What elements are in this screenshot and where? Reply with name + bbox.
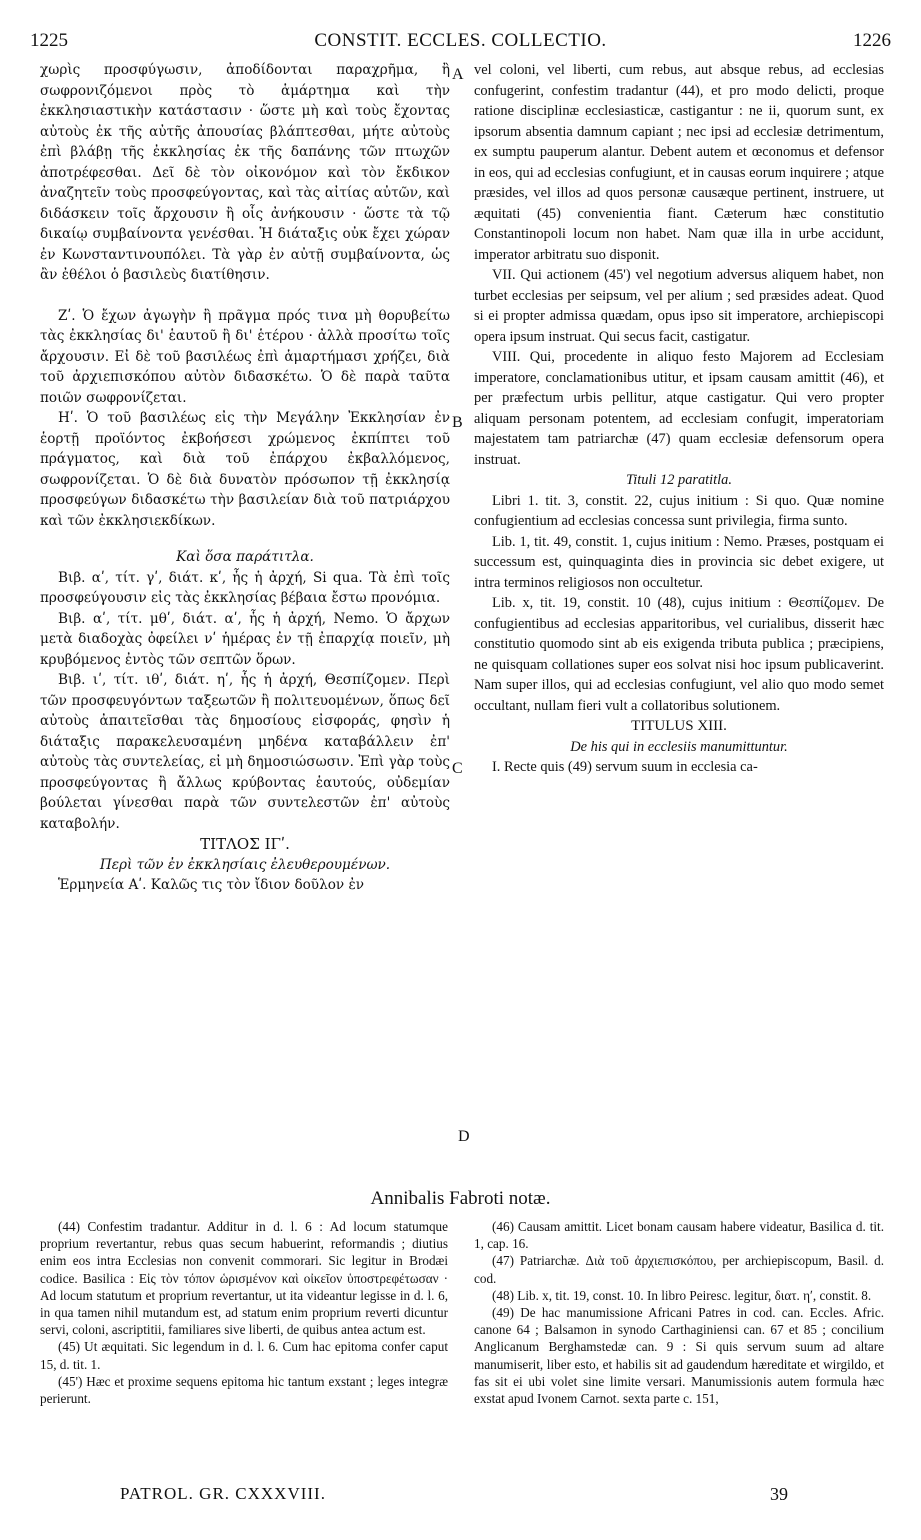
latin-title-heading: TITULUS XIII.: [631, 718, 727, 734]
greek-column: [40, 60, 450, 896]
footnote: (45') Hæc et proxime sequens epitoma hic tantum exstant ; leges integræ perierunt.: [40, 1373, 448, 1407]
latin-paragraph: VII. Qui actionem (45') vel negotium adversus aliquem habet, non turbet ecclesias per seipsum, vel per alium ; sed præsides adeat. Quod si ei propter admissa quædam, opus ipso sit imperatore, archiepiscopi opera ipsum instruat. Qui secus facit, castigatur.: [474, 267, 884, 345]
footnote: (46) Causam amittit. Licet bonam causam habere videatur, Basilica d. tit. 1, cap. 16.: [474, 1219, 884, 1252]
greek-title-subheading: Περὶ τῶν ἐν ἐκκλησίαις ἐλευθερουμένων.: [99, 856, 391, 873]
footnote: (49) De hac manumissione Africani Patres in cod. can. Eccles. Afric. canone 64 ; Balsamon in synodo Carthaginiensi can. 67 et 85 ; concilium Anglicanum Berghamstedæ can. 9 : Si quis servum suum ad altare manumiserit, liber esto, et habilis sit ad gaudendum hæreditate et wirgildo, et fas sit ei ubi volet sine limite versari. Manumissionis autem formula hæc exstat apud Ivonem Carnot. sexta parte c. 151,: [474, 1305, 884, 1407]
greek-paragraph: Βιβ. αʹ, τίτ. μθʹ, διάτ. αʹ, ἧς ἡ ἀρχή, Nemo. Ὁ ἄρχων μετὰ διαδοχὰς ὀφείλει νʹ ἡμέρας ἐν τῇ ἐπαρχίᾳ ποιεῖν, μὴ κρυβόμενος ἐντὸς τῶν σεπτῶν ὅρων.: [40, 610, 450, 668]
latin-title-subheading: De his qui in ecclesiis manumittuntur.: [570, 738, 788, 755]
notes-heading: Annibalis Fabroti notæ.: [370, 1188, 551, 1209]
greek-paragraph: χωρὶς προσφύγωσιν, ἀποδίδονται παραχρῆμα, ἢ σωφρονιζόμενοι πρὸς τὸ ἁμάρτημα καὶ τὴν ἐκκλησιαστικὴν κατάστασιν · ὥστε μὴ καὶ τοὺς ἔχοντας αὐτοὺς ἐκ τῆς αὐτῆς ἀπουσίας βλάπτεσθαι, μήτε αὐτοὺς ἐπὶ βλάβῃ τῆς ἐκκλησίας ἐκ τῆς δαπάνης τῶν πτωχῶν ἀποτρέφεσθαι. Δεῖ δὲ τὸν οἰκονόμον καὶ τὸν ἔκδικον ἀναζητεῖν τοὺς προσφεύγοντας, καὶ τὰς αἰτίας αὐτῶν, καὶ διδάσκειν τοῖς ἄρχουσιν ἢ οἷς ἀνήκουσιν · ὥστε τὰ τῷ δικαίῳ συμβαίνοντα γενέσθαι. Ἡ διάταξις οὐκ ἔχει χώραν ἐν Κωνσταντινουπόλει. Τὰ γὰρ ἐν αὐτῇ συμβαίνοντα, ὡς ἂν ἐθέλοι ὁ βασιλεὺς διατίθησιν.: [40, 62, 450, 283]
greek-paragraph: Ηʹ. Ὁ τοῦ βασιλέως εἰς τὴν Μεγάλην Ἐκκλησίαν ἐν ἑορτῇ προϊόντος ἐκβοήσεσι χρώμενος ἐκπίπτει τοῦ πράγματος, καὶ διὰ τοῦ ἐπάρχου ἐκβαλλόμενος, σωφρονίζεται. Ὁ δὲ διὰ δυνατὸν πρόσωπον τῇ ἐκκλησίᾳ προσφεύγων διδασκέτω τὴν βασιλείαν διὰ τοῦ πατριάρχου καὶ τῶν ἐκκλησιεκδίκων.: [40, 410, 450, 529]
latin-paragraph: VIII. Qui, procedente in aliquo festo Majorem ad Ecclesiam imperatore, conclamationibus utitur, et ipsam causam amittit (46), et per præfectum urbis pellitur, atque castigatur. Qui vero propter aliquam personam potentem, ad ecclesiam confugit, imperatoriam majestatem tam patriarchæ (47) quam ecclesiæ defensorum opera instruat.: [474, 349, 884, 468]
latin-paragraph: I. Recte quis (49) servum suum in ecclesia ca-: [492, 759, 758, 775]
margin-marker-a: A: [452, 66, 464, 83]
margin-marker-c: C: [452, 760, 463, 777]
greek-paratitla-heading: Καὶ ὅσα παράτιτλα.: [176, 549, 314, 565]
notes-left-column: [40, 1218, 448, 1407]
page-number-left: 1225: [30, 30, 68, 51]
footer-signature: PATROL. GR. CXXXVIII.: [120, 1484, 326, 1503]
greek-paragraph: Ζʹ. Ὁ ἔχων ἀγωγὴν ἢ πρᾶγμα πρός τινα μὴ θορυβείτω τὰς ἐκκλησίας δι' ἑαυτοῦ ἢ δι' ἑτέρου · ἀλλὰ προσίτω τοῖς ἄρχουσιν. Εἰ δὲ τοῦ βασιλέως ἐπὶ ἁμαρτήμασι χρήζει, διὰ τοῦ ἀρχιεπισκόπου αὐτὸν διδασκέτω. Ὁ δὲ παρὰ ταῦτα ποιῶν σωφρονίζεται.: [40, 307, 450, 406]
margin-marker-b: B: [452, 414, 463, 431]
latin-paragraph: Lib. 1, tit. 49, constit. 1, cujus initium : Nemo. Præses, postquam ei successum est, quinquaginta dies in provincia sic debet exigere, ut intra terminos religiosos non occultetur.: [474, 533, 884, 591]
footer-sheet-number: 39: [770, 1484, 788, 1504]
page-number-right: 1226: [853, 30, 891, 51]
page-header: [30, 30, 891, 56]
greek-title-heading: ΤΙΤΛΟΣ ΙΓʹ.: [200, 835, 290, 853]
notes-right-column: [474, 1218, 884, 1407]
margin-marker-d: D: [458, 1128, 470, 1145]
greek-paragraph: Βιβ. ιʹ, τίτ. ιθʹ, διάτ. ηʹ, ἧς ἡ ἀρχή, Θεσπίζομεν. Περὶ τῶν προσφευγόντων ταξεωτῶν ἢ πολιτευομένων, ὅπως δεῖ αὐτοὺς ἀπαιτεῖσθαι τὰς δημοσίους εἰσφοράς, φησὶν ἡ διάταξις παρακελευσαμένη μηδένα καταβάλλειν ἐπ' αὐτοὺς τὰς συντελείας, εἰ μὴ δημοσιώσωσιν. Ἐπὶ γὰρ τοὺς προσφεύγοντας ἢ ἄλλως κρύβοντας ἑαυτούς, οὐδεμίαν βούλεται γίνεσθαι παρὰ τῶν συντελεστῶν ἐπ' αὐτοὺς καταβολήν.: [40, 672, 450, 832]
footnote: (48) Lib. x, tit. 19, const. 10. In libro Peiresc. legitur, διατ. ηʹ, constit. 8.: [492, 1287, 872, 1303]
footnote: (45) Ut æquitati. Sic legendum in d. l. 6. Cum hac epitoma confer caput 15, d. tit. 1.: [40, 1339, 448, 1372]
latin-paragraph: vel coloni, vel liberti, cum rebus, aut absque rebus, ad ecclesias confugerint, confestim tradantur (44), et pro modo delicti, proque ratione disciplinæ ecclesiasticæ, castigantur : ne ii, quorum sunt, ex ipsorum absentia damnum capiant ; nec ipsi ad ecclesiæ detrimentum, ex sumptu pauperum alantur. Debent autem et œconomus et defensor in eos, qui ad ecclesias confugiunt, et in causas eorum inquirere ; atque præsides, vel illos ad quos personæ causæque pertinent, instruere, ut æquitati (45) convenientia fiant. Cæterum hæc constitutio Constantinopoli locum non habet. Nam quæ illa in urbe accidunt, imperator arbitratu suo disponit.: [474, 62, 884, 263]
latin-column: [474, 60, 884, 778]
footnote: (44) Confestim tradantur. Additur in d. l. 6 : Ad locum statumque proprium revertantur, rebus quas secum habuerint, reformandis ; diutius enim eos intra Ecclesias non convenit commorari. Sic legitur in Brodæi codice. Basilica : Εἰς τὸν τόπον ὡρισμένον καὶ οἰκεῖον ὑποστρεφέτωσαν · Ad locum statutum et proprium revertantur, ut ita videantur legisse in d. l. 6, in qua tamen nihil mutandum est, ad statum enim proprium reverti dicuntur servi, coloni, ascriptitii, familiares sive liberti, de quibus antea actum est.: [40, 1219, 448, 1338]
footnote: (47) Patriarchæ. Διὰ τοῦ ἀρχιεπισκόπου, per archiepiscopum, Basil. d. cod.: [474, 1253, 884, 1286]
latin-paratitla-heading: Tituli 12 paratitla.: [626, 472, 732, 488]
latin-paragraph: Lib. x, tit. 19, constit. 10 (48), cujus initium : Θεσπίζομεν. De confugientibus ad ecclesias apparitoribus, vel curialibus, disserit hæc constitutio quomodo sint ab eis exigenda tributa publica ; præcipiens, ne quisquam collationes super eos solvat nisi hoc ipsum publicaverint. Nam super illos, qui ad ecclesias confugiunt, vel alio quo modo semet occultant, nullam fieri vult a collatoribus solutionem.: [474, 595, 884, 714]
running-title: CONSTIT. ECCLES. COLLECTIO.: [314, 30, 607, 51]
greek-paragraph: Βιβ. αʹ, τίτ. γʹ, διάτ. κʹ, ἧς ἡ ἀρχή, Si qua. Τὰ ἐπὶ τοῖς προσφεύγουσιν εἰς τὰς ἐκκλησίας βέβαια ἔστω προνόμια.: [40, 569, 450, 606]
greek-paragraph: Ἑρμηνεία Αʹ. Καλῶς τις τὸν ἴδιον δοῦλον ἐν: [58, 877, 365, 893]
latin-paragraph: Libri 1. tit. 3, constit. 22, cujus initium : Si quo. Quæ nomine confugientium ad ecclesias concessa sunt privilegia, firma sunto.: [474, 492, 884, 529]
